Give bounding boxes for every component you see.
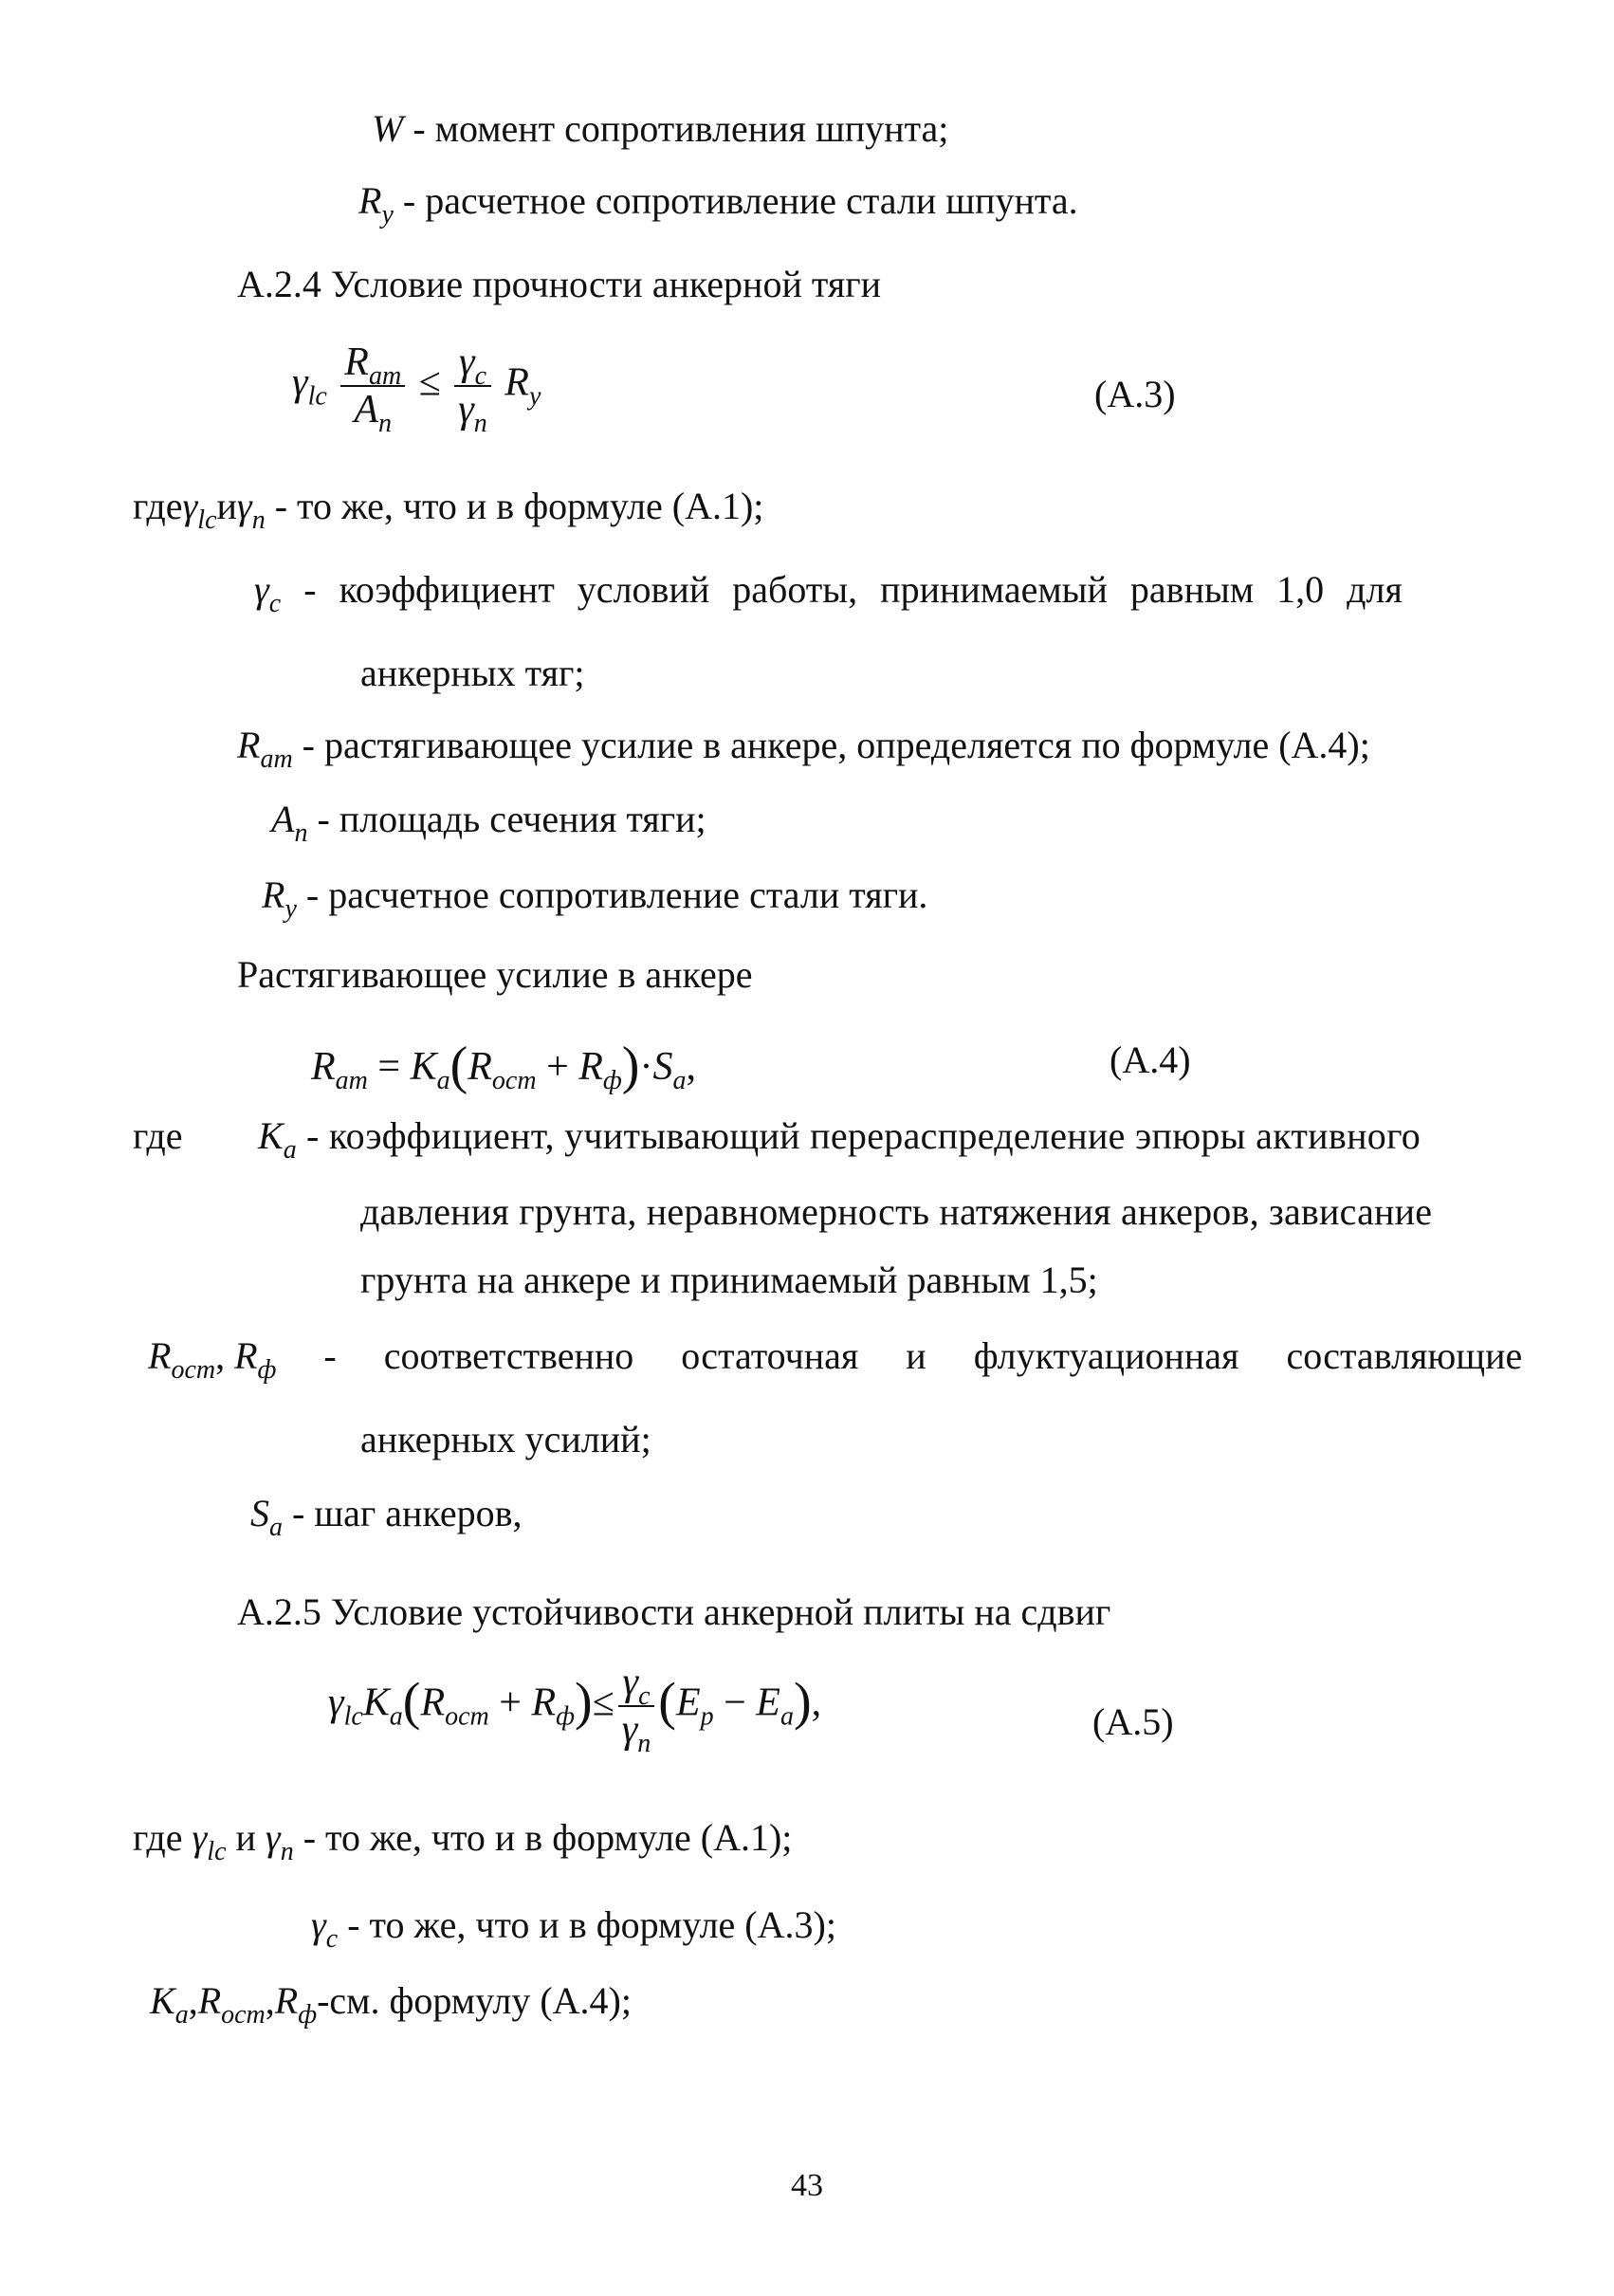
equals-sign: = (377, 1045, 401, 1089)
rocm-symbol: R (197, 1979, 222, 2022)
equation-a3 (292, 340, 541, 438)
numerator: γ (622, 1661, 639, 1704)
rf-sub: ф (602, 1066, 622, 1095)
fraction-ram-an (340, 340, 405, 438)
ram-symbol: R (237, 724, 261, 766)
gamma-lc: γ (182, 485, 198, 527)
definition-w-text: - момент сопротивления шпунта; (403, 107, 949, 150)
where-line-2-text: - то же, что и в формуле (А.1); (293, 1816, 793, 1859)
ka-continuation-1: давления грунта, неравномерность натяжения анкеров, зависание (360, 1190, 1433, 1233)
where-line-1 (133, 484, 764, 535)
denominator: γ (458, 388, 474, 432)
ka-symbol: K (150, 1979, 175, 2022)
comma: , (215, 1334, 226, 1377)
where-line-2 (133, 1815, 793, 1866)
gamma-c-sub: c (325, 1924, 339, 1954)
section-heading-a25: А.2.5 Условие устойчивости анкерной плиты на сдвиг (237, 1590, 1111, 1633)
sa-sub: a (672, 1066, 687, 1095)
equation-number-a4: (А.4) (1110, 1038, 1191, 1081)
gamma-lc-sub: lc (207, 1837, 227, 1866)
dot-sign: · (639, 1045, 653, 1089)
rf-symbol: R (234, 1334, 258, 1377)
left-paren-2: ( (658, 1672, 676, 1732)
numerator: γ (459, 340, 475, 384)
comma: , (811, 1681, 822, 1725)
tension-heading: Растягивающее усилие в анкере (237, 953, 753, 996)
definition-ry-text: - расчетное сопротивление стали шпунта. (393, 179, 1078, 222)
last-line-text: -см. формулу (А.4); (317, 1979, 632, 2022)
page-number: 43 (791, 2168, 823, 2203)
definition-ry-tie (262, 872, 928, 924)
an-sub: n (294, 818, 308, 848)
plus-sign: + (546, 1045, 569, 1089)
rocm-sub: ocm (221, 2000, 266, 2030)
rf-symbol: R (578, 1045, 603, 1089)
ka-sub: a (174, 2000, 189, 2030)
section-heading-a24: А.2.4 Условие прочности анкерной тяги (237, 263, 882, 305)
comma-2: , (265, 1979, 275, 2022)
definition-ram (237, 723, 1370, 774)
le-sign: ≤ (592, 1681, 614, 1725)
sa-symbol: S (250, 1492, 269, 1534)
an-symbol: A (271, 798, 295, 840)
comma: , (188, 1979, 198, 2022)
denominator: γ (621, 1708, 638, 1752)
definition-sa (250, 1491, 523, 1542)
ry-text: - расчетное сопротивление стали тяги. (296, 873, 928, 916)
rocm-rf-text: - соответственно остаточная и флуктуационная составляющие (276, 1334, 1523, 1377)
gamma-lc-sub: lc (197, 505, 217, 535)
plus-sign: + (499, 1681, 522, 1725)
rocm-sub: ocm (171, 1355, 216, 1385)
rocm-symbol: R (420, 1681, 446, 1725)
left-paren: ( (402, 1672, 421, 1732)
gamma-c-text: - коэффициент условий работы, принимаемый равным 1,0 для (281, 568, 1403, 611)
definition-an (271, 797, 706, 848)
r-symbol: R (504, 360, 529, 405)
ry-sub: y (284, 894, 297, 924)
rf-symbol: R (531, 1681, 557, 1725)
gamma-c-continuation: анкерных тяг; (360, 652, 585, 694)
gamma-lc: γ (192, 1816, 208, 1859)
where-line-1-text: - то же, что и в формуле (А.1); (265, 485, 764, 527)
gamma-symbol: γ (292, 360, 308, 405)
ka-continuation-2: грунта на анкере и принимаемый равным 1,5; (360, 1258, 1098, 1301)
equation-number-a3: (А.3) (1094, 373, 1176, 415)
ka-sub: a (389, 1701, 403, 1732)
numerator-sub: c (638, 1681, 651, 1711)
minus-sign: − (724, 1681, 746, 1725)
rf-sub: ф (257, 1355, 277, 1385)
gamma-sub: lc (343, 1701, 363, 1732)
symbol-r: R (358, 179, 382, 222)
left-paren: ( (449, 1037, 468, 1095)
equation-number-a5: (А.5) (1092, 1700, 1174, 1743)
right-paren: ) (621, 1037, 640, 1095)
where-ka-prefix: где (133, 1114, 183, 1157)
gamma-c: γ (254, 568, 269, 611)
an-text: - площадь сечения тяги; (307, 798, 706, 840)
symbol-sub: y (381, 200, 394, 230)
ka-symbol: K (362, 1681, 390, 1725)
gamma-c-2-text: - то же, что и в формуле (А.3); (338, 1903, 836, 1946)
ry-symbol: R (262, 873, 285, 916)
lhs-sub: am (335, 1066, 368, 1095)
ea-sub: a (779, 1701, 794, 1732)
rf-symbol: R (274, 1979, 299, 2022)
comma: , (686, 1045, 696, 1089)
ep-sub: p (700, 1701, 714, 1732)
numerator: R (344, 340, 369, 384)
numerator-sub: c (474, 361, 487, 391)
gamma-n: γ (265, 1816, 281, 1859)
definition-w (372, 106, 948, 152)
ka-symbol: K (258, 1114, 284, 1157)
and-word: и (216, 485, 237, 527)
rf-sub: ф (298, 2000, 318, 2030)
where-word: где (133, 485, 183, 527)
definition-rocm-rf (148, 1333, 1523, 1385)
ka-symbol: K (410, 1045, 437, 1089)
denominator: A (354, 388, 379, 432)
gamma-c-sub: c (268, 589, 282, 618)
where-word: где (133, 1816, 183, 1859)
definition-gamma-c (254, 567, 1479, 618)
r-sub: y (528, 381, 541, 412)
numerator-sub: am (368, 361, 402, 391)
definition-ry-sheet (358, 178, 1078, 230)
denominator-sub: n (378, 409, 393, 438)
fraction-gc-gn (454, 340, 491, 438)
lhs-r: R (311, 1045, 336, 1089)
denominator-sub: n (473, 409, 487, 438)
rocm-symbol: R (468, 1045, 492, 1089)
rocm-sub: ocm (491, 1066, 537, 1095)
right-paren-2: ) (793, 1672, 812, 1732)
gamma-n: γ (236, 485, 252, 527)
last-line (150, 1978, 632, 2030)
ram-sub: am (260, 744, 293, 774)
fraction-gc-gn (618, 1661, 655, 1758)
gamma-sub: lc (307, 381, 327, 412)
ram-text: - растягивающее усилие в анкере, определяется по формуле (А.4); (292, 724, 1370, 766)
sa-text: - шаг анкеров, (283, 1492, 523, 1534)
sa-symbol: S (652, 1045, 673, 1089)
ka-text: - коэффициент, учитывающий перераспределение эпюры активного (296, 1114, 1421, 1157)
rf-sub: ф (556, 1701, 575, 1732)
gamma-n-sub: n (251, 505, 266, 535)
definition-ka (258, 1113, 1421, 1165)
gamma-symbol: γ (328, 1681, 344, 1725)
and-word: и (235, 1816, 256, 1859)
le-sign: ≤ (418, 360, 441, 405)
ka-sub: a (436, 1066, 450, 1095)
equation-a5 (328, 1661, 822, 1758)
rocm-sub: ocm (445, 1701, 489, 1732)
definition-gamma-c-2 (311, 1902, 836, 1954)
sa-sub: a (269, 1513, 283, 1542)
gamma-n-sub: n (280, 1837, 294, 1866)
ea-symbol: E (756, 1681, 780, 1725)
denominator-sub: n (637, 1729, 651, 1758)
gamma-c: γ (311, 1903, 326, 1946)
equation-a4 (311, 1036, 696, 1096)
symbol-w: W (372, 107, 404, 150)
ka-sub: a (283, 1135, 297, 1165)
rocm-symbol: R (148, 1334, 172, 1377)
rocm-rf-continuation: анкерных усилий; (360, 1418, 651, 1460)
right-paren: ) (575, 1672, 593, 1732)
ep-symbol: E (675, 1681, 701, 1725)
